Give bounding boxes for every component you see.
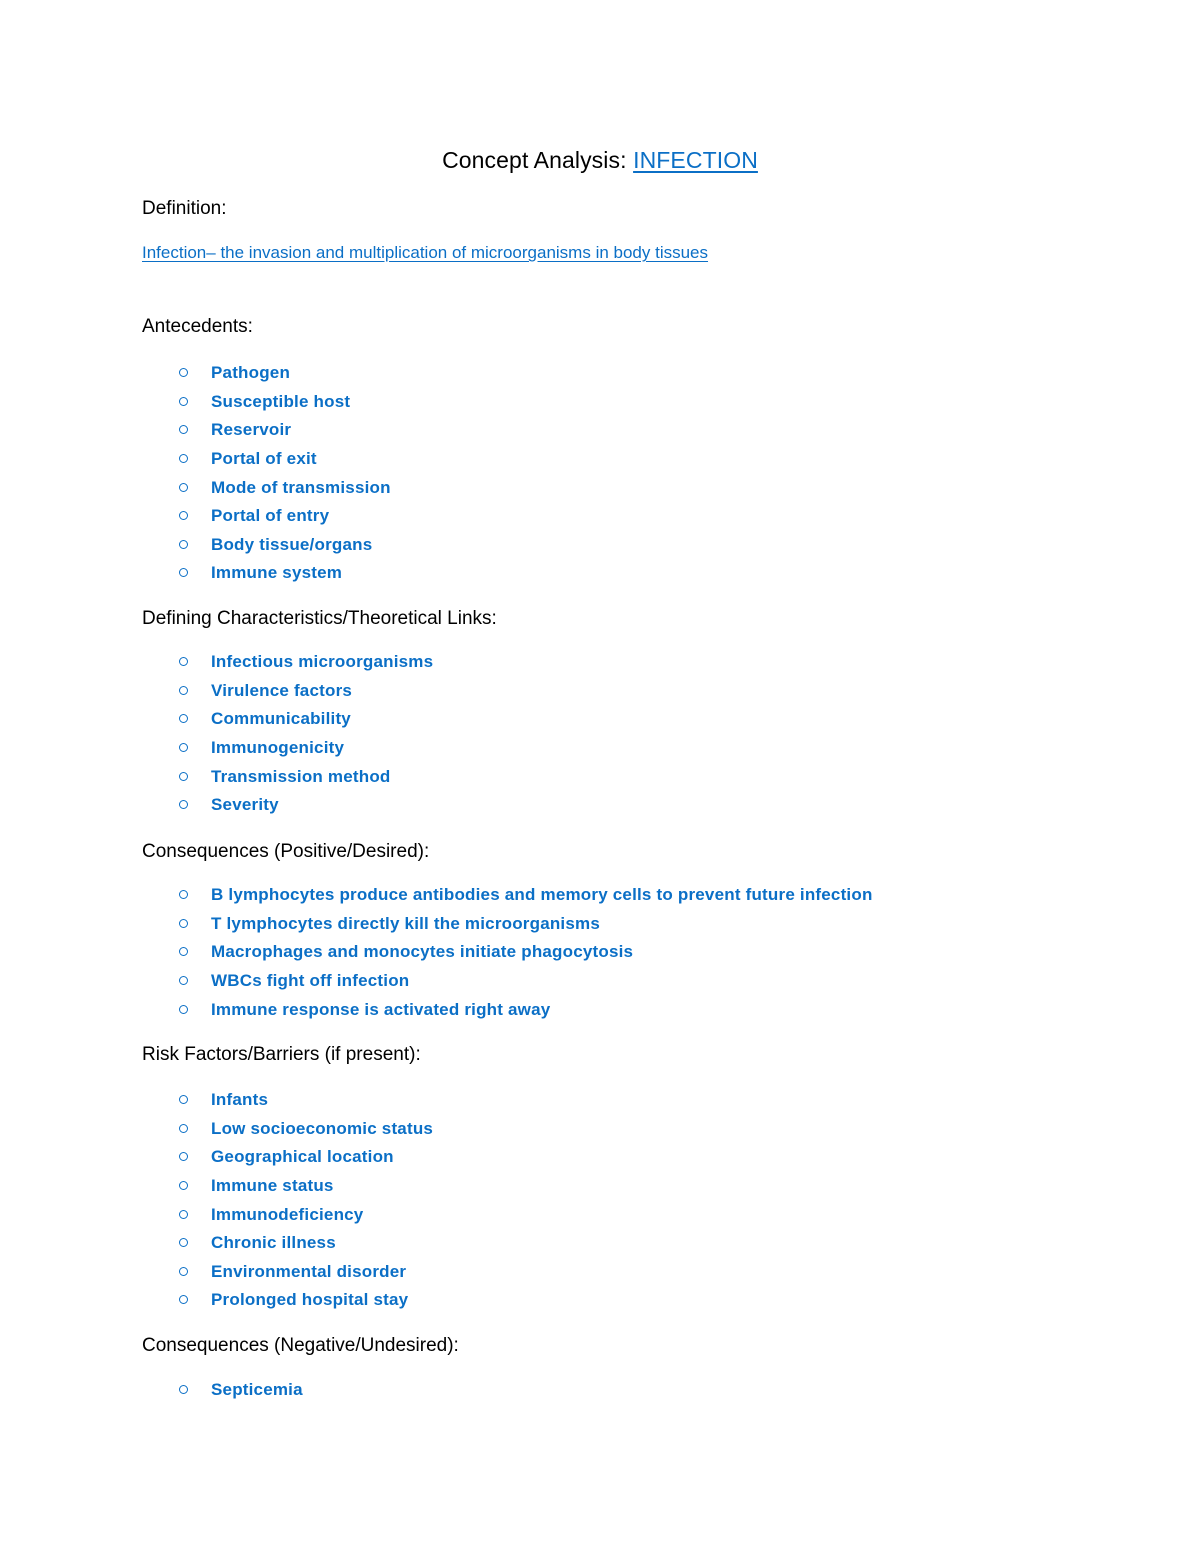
hollow-circle-bullet-icon	[178, 564, 211, 582]
definition-heading: Definition:	[142, 198, 227, 219]
hollow-circle-bullet-icon	[178, 1381, 211, 1399]
list-item	[178, 1143, 433, 1172]
list-item	[178, 1200, 433, 1229]
hollow-circle-bullet-icon	[178, 972, 211, 990]
title-prefix: Concept Analysis:	[442, 147, 634, 173]
list-item	[178, 1086, 433, 1115]
list-item-text: Mode of transmission	[211, 477, 391, 497]
hollow-circle-bullet-icon	[178, 1091, 211, 1109]
list-item	[178, 910, 873, 939]
hollow-circle-bullet-icon	[178, 886, 211, 904]
list-item-text: Geographical location	[211, 1147, 394, 1167]
hollow-circle-bullet-icon	[178, 682, 211, 700]
list-item-text: Low socioeconomic status	[211, 1118, 434, 1138]
list-item-text: Pathogen	[211, 363, 291, 383]
defining-characteristics-heading: Defining Characteristics/Theoretical Links:	[142, 608, 497, 629]
list-item	[178, 677, 433, 706]
list-item-text: Portal of exit	[211, 449, 317, 469]
list-item	[178, 995, 873, 1024]
list-item-text: Chronic illness	[211, 1233, 336, 1253]
defining-characteristics-list	[178, 648, 433, 820]
list-item	[178, 1229, 433, 1258]
list-item-text: Reservoir	[211, 420, 292, 440]
hollow-circle-bullet-icon	[178, 1001, 211, 1019]
consequences-negative-list	[178, 1376, 303, 1405]
list-item-text: Immune status	[211, 1176, 334, 1196]
hollow-circle-bullet-icon	[178, 739, 211, 757]
hollow-circle-bullet-icon	[178, 1120, 211, 1138]
list-item	[178, 938, 873, 967]
hollow-circle-bullet-icon	[178, 450, 211, 468]
list-item	[178, 416, 391, 445]
list-item-text: Macrophages and monocytes initiate phagocytosis	[211, 942, 634, 962]
consequences-positive-heading: Consequences (Positive/Desired):	[142, 841, 430, 862]
list-item-text: Infectious microorganisms	[211, 652, 434, 672]
list-item-text: Virulence factors	[211, 680, 353, 700]
hollow-circle-bullet-icon	[178, 796, 211, 814]
hollow-circle-bullet-icon	[178, 943, 211, 961]
list-item	[178, 1258, 433, 1287]
list-item-text: Infants	[211, 1090, 269, 1110]
hollow-circle-bullet-icon	[178, 768, 211, 786]
definition-text-link[interactable]: Infection– the invasion and multiplication of microorganisms in body tissues	[142, 243, 709, 262]
list-item	[178, 881, 873, 910]
hollow-circle-bullet-icon	[178, 1263, 211, 1281]
hollow-circle-bullet-icon	[178, 653, 211, 671]
list-item	[178, 967, 873, 996]
consequences-positive-list	[178, 881, 873, 1024]
list-item-text: Immune response is activated right away	[211, 999, 551, 1019]
list-item-text: Portal of entry	[211, 506, 330, 526]
list-item	[178, 1115, 433, 1144]
hollow-circle-bullet-icon	[178, 1234, 211, 1252]
list-item-text: WBCs fight off infection	[211, 971, 410, 991]
hollow-circle-bullet-icon	[178, 710, 211, 728]
list-item-text: Transmission method	[211, 766, 391, 786]
list-item	[178, 1376, 303, 1405]
list-item-text: Immune system	[211, 563, 343, 583]
list-item	[178, 531, 391, 560]
list-item-text: Susceptible host	[211, 391, 351, 411]
list-item-text: B lymphocytes produce antibodies and memory cells to prevent future infection	[211, 885, 873, 905]
list-item-text: Severity	[211, 795, 279, 815]
antecedents-list	[178, 359, 391, 588]
risk-factors-heading: Risk Factors/Barriers (if present):	[142, 1044, 421, 1065]
hollow-circle-bullet-icon	[178, 536, 211, 554]
hollow-circle-bullet-icon	[178, 364, 211, 382]
list-item-text: Septicemia	[211, 1380, 303, 1400]
risk-factors-list	[178, 1086, 433, 1315]
hollow-circle-bullet-icon	[178, 421, 211, 439]
list-item-text: Immunogenicity	[211, 738, 345, 758]
hollow-circle-bullet-icon	[178, 1291, 211, 1309]
hollow-circle-bullet-icon	[178, 1148, 211, 1166]
hollow-circle-bullet-icon	[178, 393, 211, 411]
list-item	[178, 359, 391, 388]
list-item	[178, 1172, 433, 1201]
list-item-text: Prolonged hospital stay	[211, 1290, 409, 1310]
hollow-circle-bullet-icon	[178, 1206, 211, 1224]
antecedents-heading: Antecedents:	[142, 316, 253, 337]
hollow-circle-bullet-icon	[178, 915, 211, 933]
hollow-circle-bullet-icon	[178, 1177, 211, 1195]
title-topic-link[interactable]: INFECTION	[633, 147, 758, 173]
hollow-circle-bullet-icon	[178, 479, 211, 497]
page-title	[0, 144, 1200, 176]
hollow-circle-bullet-icon	[178, 507, 211, 525]
list-item-text: Communicability	[211, 709, 351, 729]
list-item	[178, 445, 391, 474]
list-item	[178, 648, 433, 677]
list-item	[178, 388, 391, 417]
list-item	[178, 705, 433, 734]
list-item	[178, 559, 391, 588]
list-item	[178, 762, 433, 791]
consequences-negative-heading: Consequences (Negative/Undesired):	[142, 1335, 459, 1356]
list-item-text: T lymphocytes directly kill the microorganisms	[211, 913, 600, 933]
list-item	[178, 473, 391, 502]
list-item-text: Immunodeficiency	[211, 1204, 364, 1224]
list-item	[178, 791, 433, 820]
list-item	[178, 1286, 433, 1315]
list-item	[178, 502, 391, 531]
list-item-text: Environmental disorder	[211, 1261, 407, 1281]
list-item	[178, 734, 433, 763]
list-item-text: Body tissue/organs	[211, 534, 373, 554]
